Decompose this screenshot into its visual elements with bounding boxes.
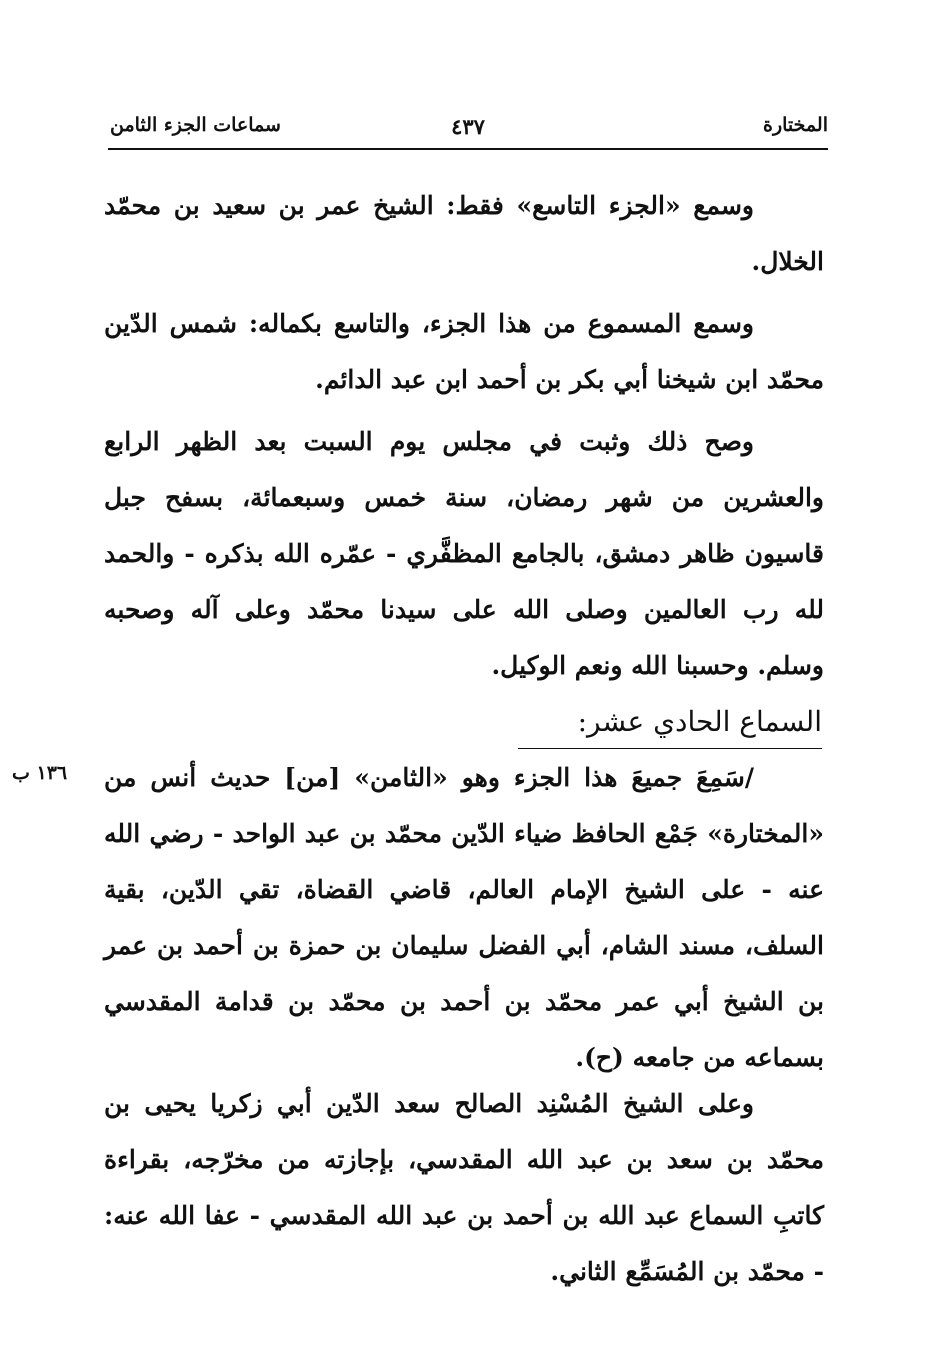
section-running-title: سماعات الجزء الثامن bbox=[110, 114, 281, 136]
section-heading: السماع الحادي عشر: bbox=[518, 700, 822, 749]
book-title: المختارة bbox=[763, 114, 828, 136]
paragraph-second-chain bbox=[104, 1076, 824, 1300]
paragraph-heard-portion bbox=[104, 296, 824, 408]
paragraph-ninth-part-hearing bbox=[104, 178, 824, 290]
paragraph-text: /سَمِعَ جميعَ هذا الجزء وهو «الثامن» [من] حديث أنس من «المختارة» جَمْع الحافظ ضياء الدّين محمّد بن عبد الواحد - رضي الله عنه - على الشيخ الإمام العالم، قاضي القضاة، تقي الدّين، بقية السلف، مسند الشام، أبي الفضل سليمان بن حمزة بن أحمد بن عمر بن الشيخ أبي عمر محمّد بن أحمد بن محمّد بن قدامة المقدسي بسماعه من جامعه (ح). bbox=[104, 763, 824, 1072]
paragraph-session-date bbox=[104, 414, 824, 694]
page-header bbox=[108, 108, 828, 150]
paragraph-text: وصح ذلك وثبت في مجلس يوم السبت بعد الظهر الرابع والعشرين من شهر رمضان، سنة خمس وسبعمائة، بسفح جبل قاسيون ظاهر دمشق، بالجامع المظفَّري - عمّره الله بذكره - والحمد لله رب العالمين وصلى الله على سيدنا محمّد وعلى آله وصحبه وسلم. وحسبنا الله ونعم الوكيل. bbox=[104, 427, 824, 680]
paragraph-text: وسمع «الجزء التاسع» فقط: الشيخ عمر بن سعيد بن محمّد الخلال. bbox=[104, 191, 824, 276]
manuscript-folio-note: ١٣٦ ب bbox=[12, 762, 68, 784]
paragraph-text: وسمع المسموع من هذا الجزء، والتاسع بكماله: شمس الدّين محمّد ابن شيخنا أبي بكر بن أحمد ابن عبد الدائم. bbox=[104, 309, 824, 394]
paragraph-eleventh-hearing bbox=[104, 750, 824, 1086]
page-number: ٤٣٧ bbox=[451, 114, 485, 139]
paragraph-text: وعلى الشيخ المُسْنِد الصالح سعد الدّين أبي زكريا يحيى بن محمّد بن سعد بن عبد الله المقدسي، بإجازته من مخرّجه، بقراءة كاتبِ السماع عبد الله بن أحمد بن عبد الله المقدسي - عفا الله عنه: - محمّد بن المُسَمِّع الثاني. bbox=[104, 1089, 824, 1286]
